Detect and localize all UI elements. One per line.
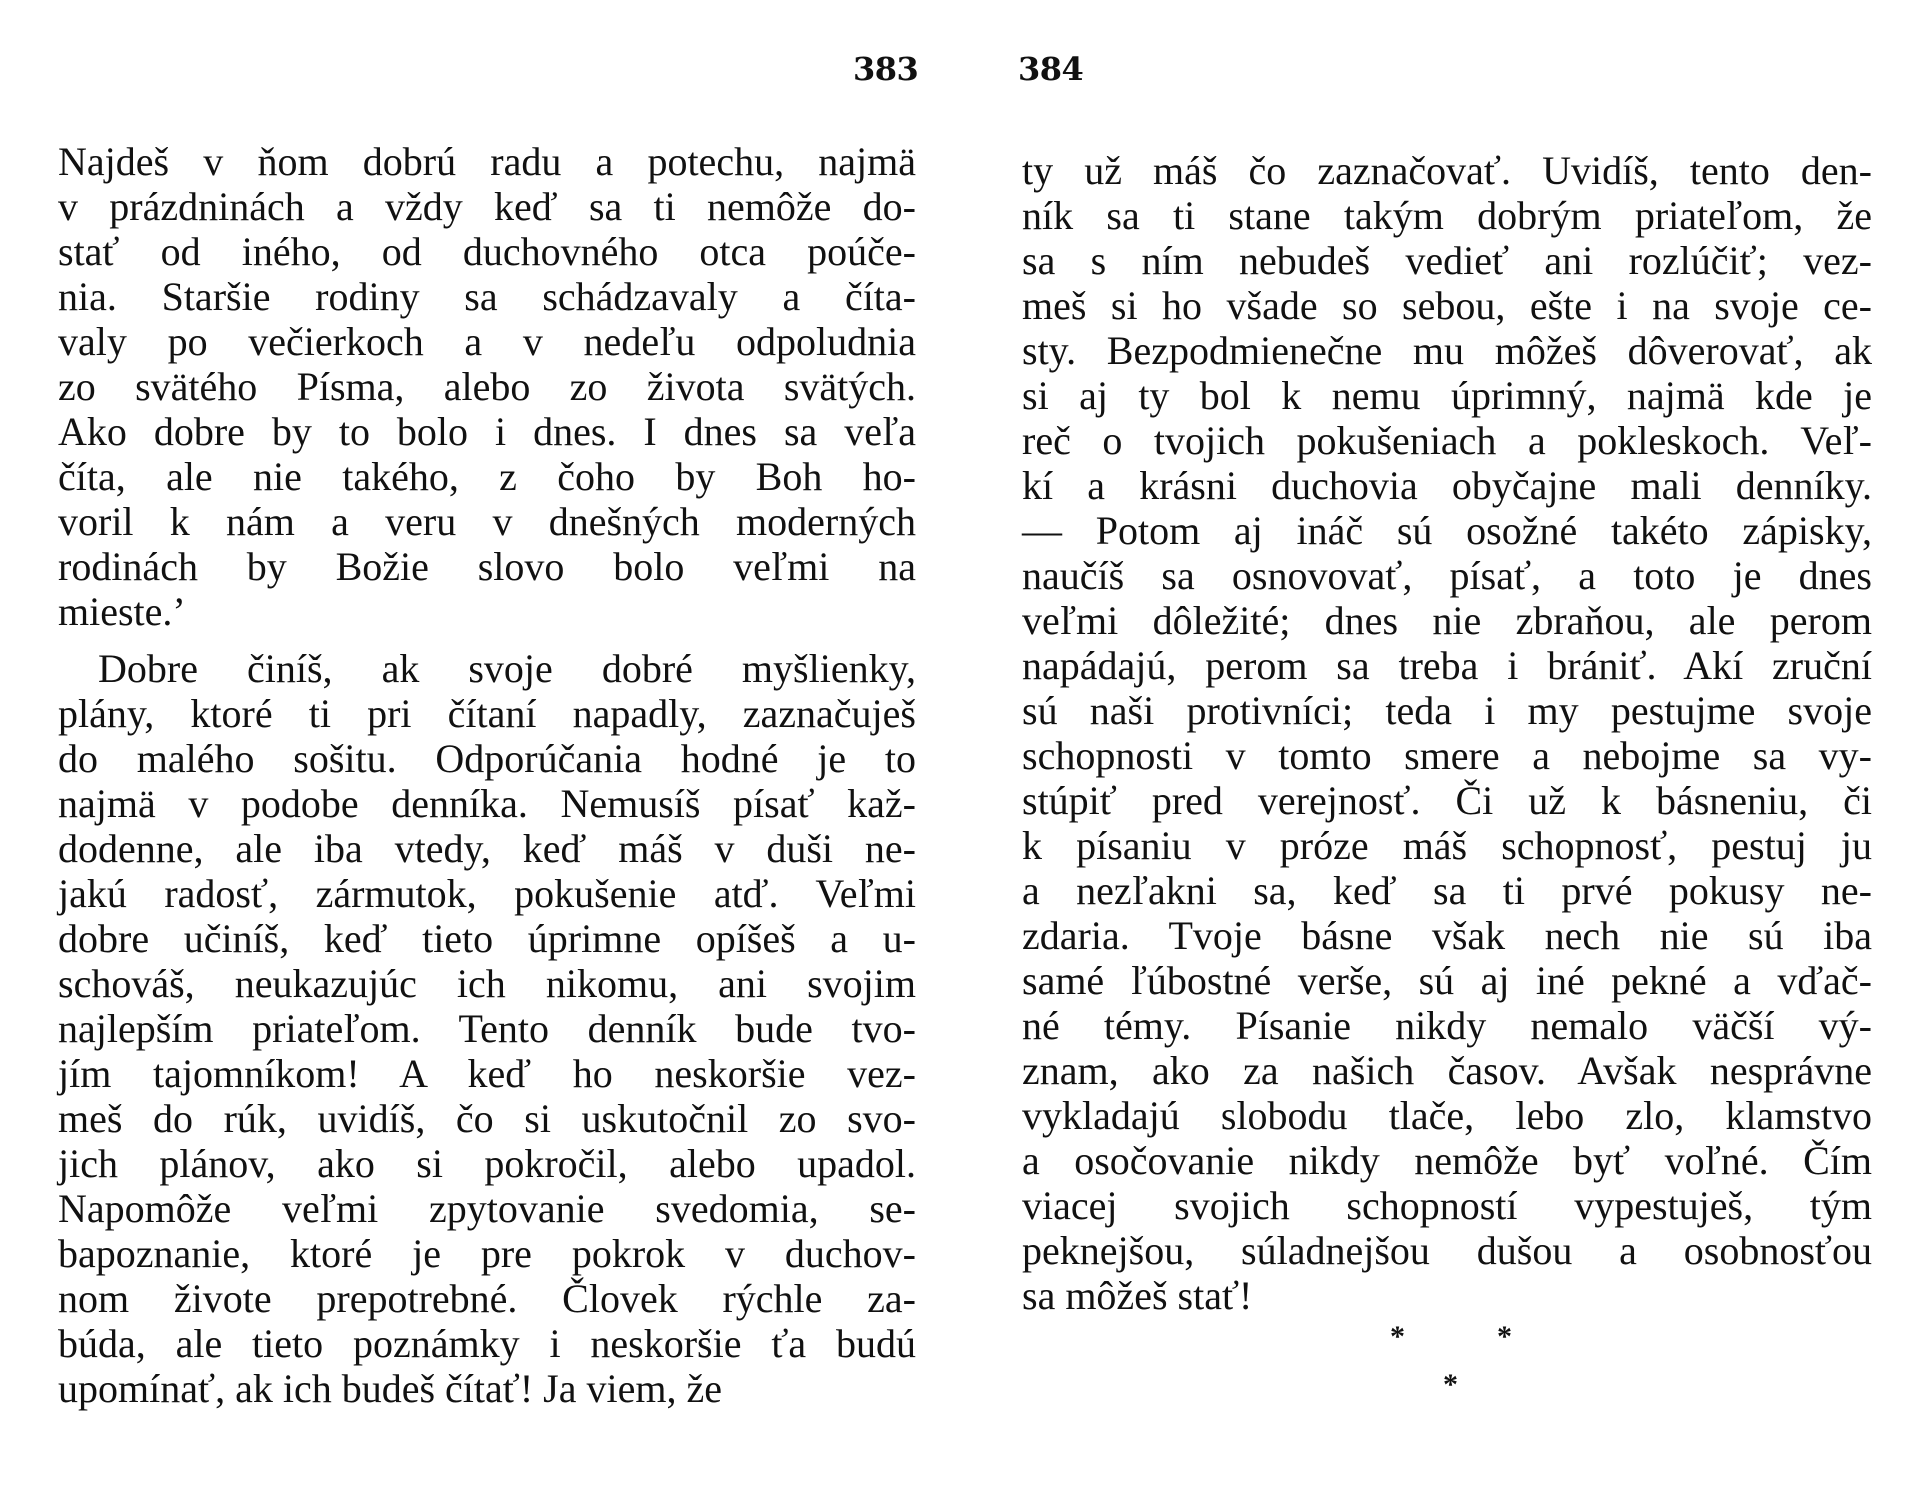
section-mark-asterisk: * (1443, 1368, 1458, 1401)
text-line: a nezľakni sa, keď sa ti prvé pokusy ne- (1022, 868, 1872, 913)
text-line: schováš, neukazujúc ich nikomu, ani svojim (58, 961, 916, 1006)
text-line: viacej svojich schopností vypestuješ, tým (1022, 1183, 1872, 1228)
text-line: stúpiť pred verejnosť. Či už k básneniu, či (1022, 778, 1872, 823)
text-line: Napomôže veľmi zpytovanie svedomia, se- (58, 1186, 916, 1231)
text-line: zo svätého Písma, alebo zo života svätých. (58, 364, 916, 409)
text-line: nom živote prepotrebné. Človek rýchle za- (58, 1276, 916, 1321)
text-line: jich plánov, ako si pokročil, alebo upadol. (58, 1141, 916, 1186)
text-line: dodenne, ale iba vtedy, keď máš v duši ne- (58, 826, 916, 871)
text-line: sú naši protivníci; teda i my pestujme svoje (1022, 688, 1872, 733)
text-line: stať od iného, od duchovného otca poúče- (58, 229, 916, 274)
text-line: si aj ty bol k nemu úprimný, najmä kde je (1022, 373, 1872, 418)
text-line: veľmi dôležité; dnes nie zbraňou, ale perom (1022, 598, 1872, 643)
text-line: upomínať, ak ich budeš čítať! Ja viem, že (58, 1366, 722, 1411)
section-mark-asterisk: * (1497, 1320, 1512, 1353)
text-line: najlepším priateľom. Tento denník bude tvo- (58, 1006, 916, 1051)
section-mark-asterisk: * (1390, 1320, 1405, 1353)
text-line: rodinách by Božie slovo bolo veľmi na (58, 544, 916, 589)
text-line: reč o tvojich pokušeniach a pokleskoch. Veľ- (1022, 418, 1872, 463)
text-line: — Potom aj ináč sú osožné takéto zápisky, (1022, 508, 1872, 553)
text-line: peknejšou, súladnejšou dušou a osobnosťou (1022, 1228, 1872, 1273)
right-page-text (1022, 148, 1872, 1318)
text-line: meš do rúk, uvidíš, čo si uskutočnil zo svo- (58, 1096, 916, 1141)
text-line: sty. Bezpodmienečne mu môžeš dôverovať, ak (1022, 328, 1872, 373)
text-line: nia. Staršie rodiny sa schádzavaly a číta- (58, 274, 916, 319)
text-line: kí a krásni duchovia obyčajne mali denníky. (1022, 463, 1872, 508)
text-line: mieste.’ (58, 589, 186, 634)
text-line: meš si ho všade so sebou, ešte i na svoje ce- (1022, 283, 1872, 328)
text-line: zdaria. Tvoje básne však nech nie sú iba (1022, 913, 1872, 958)
text-line: v prázdninách a vždy keď sa ti nemôže do- (58, 184, 916, 229)
right-page-number: 384 (1018, 50, 1084, 88)
text-line: Ako dobre by to bolo i dnes. I dnes sa veľa (58, 409, 916, 454)
text-line: znam, ako za našich časov. Avšak nesprávne (1022, 1048, 1872, 1093)
text-line: naučíš sa osnovovať, písať, a toto je dnes (1022, 553, 1872, 598)
text-line: napádajú, perom sa treba i brániť. Akí zruční (1022, 643, 1872, 688)
text-line: jakú radosť, zármutok, pokušenie atď. Veľmi (58, 871, 916, 916)
text-line: a osočovanie nikdy nemôže byť voľné. Čím (1022, 1138, 1872, 1183)
text-line: schopnosti v tomto smere a nebojme sa vy- (1022, 733, 1872, 778)
text-line: číta, ale nie takého, z čoho by Boh ho- (58, 454, 916, 499)
text-line: Najdeš v ňom dobrú radu a potechu, najmä (58, 139, 916, 184)
text-line: najmä v podobe denníka. Nemusíš písať kaž- (58, 781, 916, 826)
text-line: ty už máš čo zaznačovať. Uvidíš, tento den- (1022, 148, 1872, 193)
text-line: ník sa ti stane takým dobrým priateľom, že (1022, 193, 1872, 238)
text-line: plány, ktoré ti pri čítaní napadly, zaznačuješ (58, 691, 916, 736)
text-line: valy po večierkoch a v nedeľu odpoludnia (58, 319, 916, 364)
text-line: dobre učiníš, keď tieto úprimne opíšeš a u- (58, 916, 916, 961)
text-line: k písaniu v próze máš schopnosť, pestuj ju (1022, 823, 1872, 868)
text-line: búda, ale tieto poznámky i neskoršie ťa budú (58, 1321, 916, 1366)
left-page-number: 383 (853, 50, 919, 88)
text-line: bapoznanie, ktoré je pre pokrok v duchov- (58, 1231, 916, 1276)
text-line: voril k nám a veru v dnešných moderných (58, 499, 916, 544)
text-line: sa môžeš stať! (1022, 1273, 1253, 1318)
text-line: vykladajú slobodu tlače, lebo zlo, klamstvo (1022, 1093, 1872, 1138)
text-line: jím tajomníkom! A keď ho neskoršie vez- (58, 1051, 916, 1096)
text-line: samé ľúbostné verše, sú aj iné pekné a vďač- (1022, 958, 1872, 1003)
left-page-text (58, 139, 916, 1411)
text-line: né témy. Písanie nikdy nemalo väčší vý- (1022, 1003, 1872, 1048)
text-line: sa s ním nebudeš vedieť ani rozlúčiť; vez- (1022, 238, 1872, 283)
text-line: Dobre činíš, ak svoje dobré myšlienky, (98, 646, 916, 691)
text-line: do malého sošitu. Odporúčania hodné je to (58, 736, 916, 781)
